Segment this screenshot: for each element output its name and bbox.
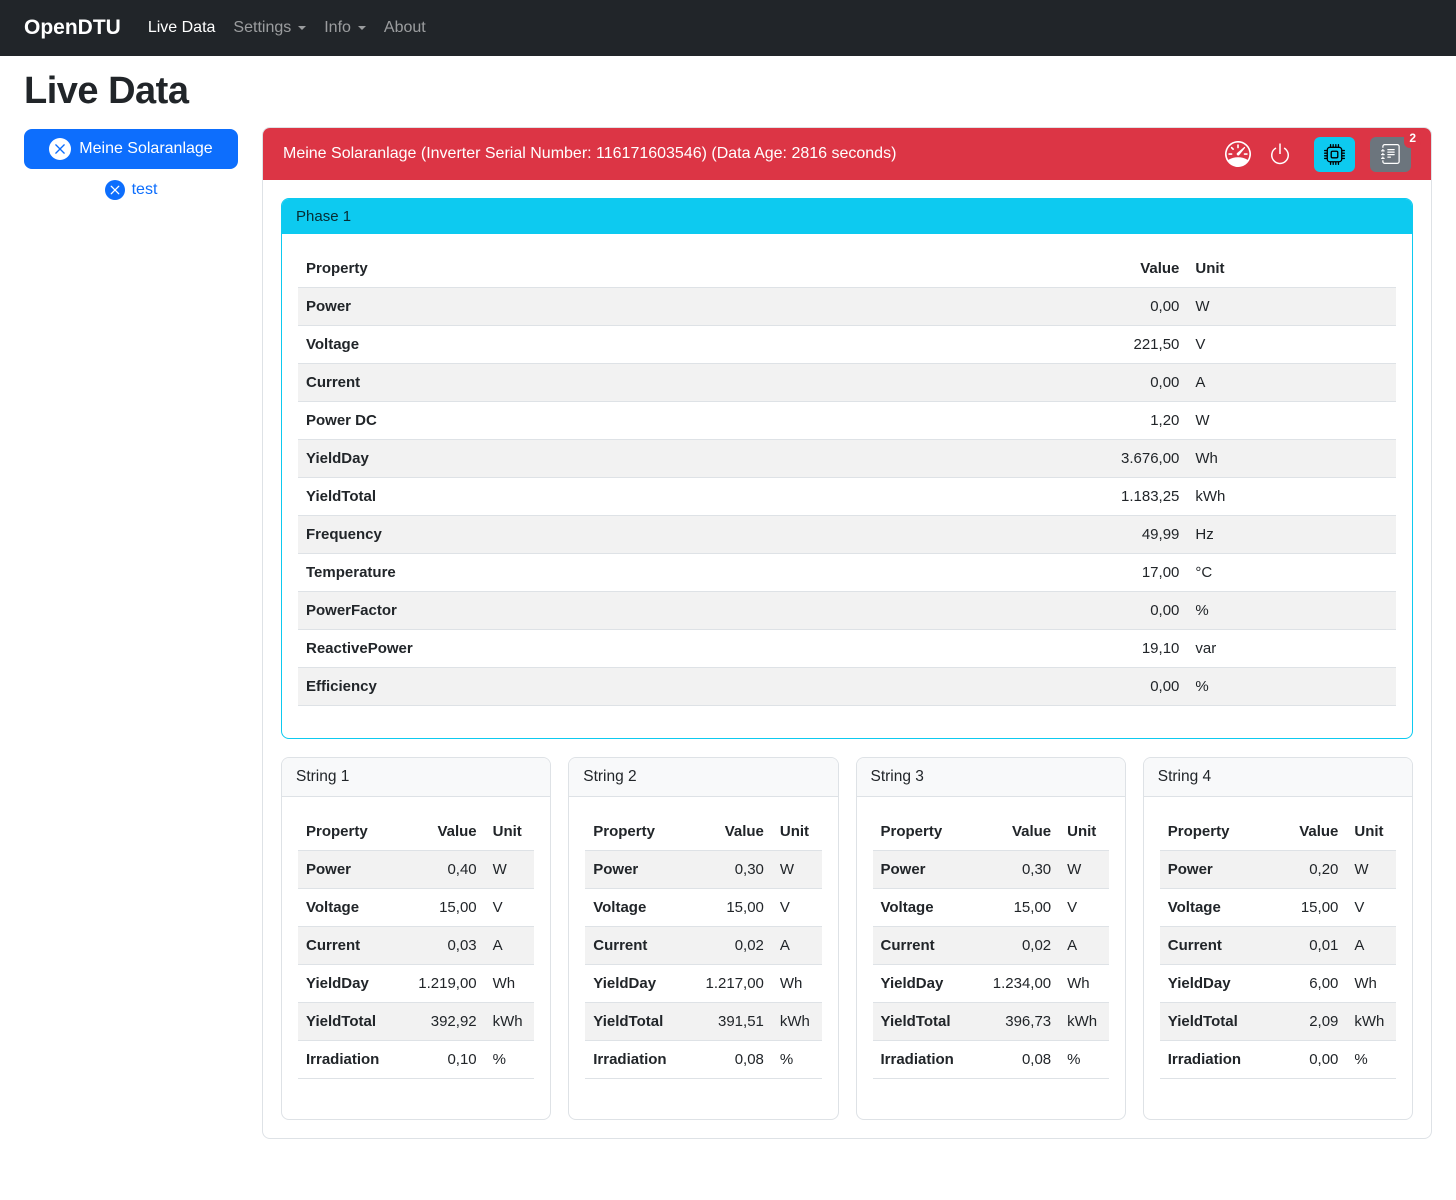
nav-item-about[interactable] <box>375 11 435 45</box>
string-table <box>1160 813 1396 1079</box>
value-cell: 396,73 <box>974 1003 1059 1041</box>
table-row <box>298 668 1396 706</box>
event-log-button[interactable] <box>1370 130 1416 172</box>
cpu-icon <box>1324 144 1345 165</box>
inverter-sidebar <box>24 127 238 200</box>
value-cell: 391,51 <box>687 1003 772 1041</box>
string-card-3 <box>856 757 1126 1120</box>
property-cell: Voltage <box>1160 889 1262 927</box>
property-cell: Voltage <box>298 326 1023 364</box>
property-cell: YieldTotal <box>298 478 1023 516</box>
value-cell: 1.219,00 <box>400 965 485 1003</box>
value-cell: 0,10 <box>400 1041 485 1079</box>
string-card-header: String 2 <box>569 758 837 797</box>
page-content <box>0 56 1456 1139</box>
unit-cell: Wh <box>1346 965 1396 1003</box>
value-cell: 392,92 <box>400 1003 485 1041</box>
nav-item-label: Info <box>324 19 351 36</box>
strings-row <box>281 757 1413 1120</box>
inverter-header-text: Meine Solaranlage (Inverter Serial Number: 116171603546) (Data Age: 2816 seconds) <box>283 145 897 162</box>
unit-cell: A <box>1187 364 1396 402</box>
nav-item-label: About <box>383 19 426 36</box>
property-cell: Power <box>298 288 1023 326</box>
unit-cell: W <box>772 851 822 889</box>
value-cell: 1.217,00 <box>687 965 772 1003</box>
unit-cell: kWh <box>772 1003 822 1041</box>
string-table <box>873 813 1109 1079</box>
table-row <box>298 402 1396 440</box>
table-row <box>298 592 1396 630</box>
column-header-unit: Unit <box>1059 813 1109 851</box>
unit-cell: A <box>485 927 535 965</box>
property-cell: Current <box>298 364 1023 402</box>
property-cell: YieldTotal <box>873 1003 975 1041</box>
unit-cell: kWh <box>485 1003 535 1041</box>
value-cell: 0,30 <box>687 851 772 889</box>
property-cell: Current <box>1160 927 1262 965</box>
unit-cell: Wh <box>1187 440 1396 478</box>
unit-cell: A <box>1059 927 1109 965</box>
value-cell: 0,03 <box>400 927 485 965</box>
event-count-badge: 2 <box>1404 128 1421 148</box>
value-cell: 0,30 <box>974 851 1059 889</box>
unit-cell: % <box>1187 592 1396 630</box>
value-cell: 0,00 <box>1023 592 1188 630</box>
table-row <box>1160 1003 1396 1041</box>
page-title: Live Data <box>24 70 189 112</box>
unit-cell: V <box>1187 326 1396 364</box>
table-row <box>298 965 534 1003</box>
table-row <box>585 889 821 927</box>
unit-cell: V <box>772 889 822 927</box>
chevron-down-icon <box>358 26 366 30</box>
sidebar-item-test-label: test <box>131 181 158 198</box>
journal-text-icon <box>1381 144 1401 164</box>
property-cell: Power <box>873 851 975 889</box>
unit-cell: kWh <box>1187 478 1396 516</box>
table-row <box>585 1041 821 1079</box>
property-cell: Current <box>298 927 400 965</box>
string-card-header: String 3 <box>857 758 1125 797</box>
property-cell: Voltage <box>585 889 687 927</box>
value-cell: 0,00 <box>1023 668 1188 706</box>
column-header-unit: Unit <box>485 813 535 851</box>
power-limit-button[interactable] <box>1266 140 1294 168</box>
table-row <box>298 1041 534 1079</box>
column-header-value: Value <box>1261 813 1346 851</box>
table-row <box>585 927 821 965</box>
column-header-unit: Unit <box>1187 250 1396 288</box>
column-header-unit: Unit <box>772 813 822 851</box>
property-cell: Efficiency <box>298 668 1023 706</box>
table-row <box>298 554 1396 592</box>
value-cell: 49,99 <box>1023 516 1188 554</box>
property-cell: PowerFactor <box>298 592 1023 630</box>
table-row <box>298 630 1396 668</box>
value-cell: 15,00 <box>974 889 1059 927</box>
property-cell: Temperature <box>298 554 1023 592</box>
unit-cell: V <box>1059 889 1109 927</box>
table-row <box>298 364 1396 402</box>
property-cell: YieldTotal <box>298 1003 400 1041</box>
string-table <box>585 813 821 1079</box>
string-card-body <box>569 797 837 1119</box>
unit-cell: % <box>772 1041 822 1079</box>
unit-cell: Hz <box>1187 516 1396 554</box>
string-header-row <box>585 813 821 851</box>
table-row <box>298 1003 534 1041</box>
unit-cell: Wh <box>485 965 535 1003</box>
sidebar-item-test[interactable] <box>24 180 238 200</box>
live-view-button[interactable] <box>1223 139 1253 169</box>
unit-cell: V <box>485 889 535 927</box>
value-cell: 19,10 <box>1023 630 1188 668</box>
unit-cell: kWh <box>1059 1003 1109 1041</box>
table-row <box>873 927 1109 965</box>
table-row <box>298 478 1396 516</box>
string-card-body <box>282 797 550 1119</box>
string-card-header: String 1 <box>282 758 550 797</box>
unit-cell: % <box>1187 668 1396 706</box>
string-card-body <box>1144 797 1412 1119</box>
column-header-value: Value <box>974 813 1059 851</box>
property-cell: YieldDay <box>585 965 687 1003</box>
column-header-property: Property <box>298 813 400 851</box>
string-table <box>298 813 534 1079</box>
property-cell: Irradiation <box>298 1041 400 1079</box>
table-row <box>873 965 1109 1003</box>
nav-item-info[interactable] <box>315 11 375 45</box>
value-cell: 2,09 <box>1261 1003 1346 1041</box>
string-card-1 <box>281 757 551 1120</box>
table-row <box>1160 927 1396 965</box>
inverter-select-label: Meine Solaranlage <box>79 140 213 157</box>
column-header-unit: Unit <box>1346 813 1396 851</box>
value-cell: 221,50 <box>1023 326 1188 364</box>
value-cell: 0,20 <box>1261 851 1346 889</box>
inverter-card <box>262 127 1432 1139</box>
navbar <box>0 0 1456 56</box>
unit-cell: W <box>1059 851 1109 889</box>
column-header-property: Property <box>585 813 687 851</box>
table-row <box>298 288 1396 326</box>
x-circle-icon <box>105 180 125 200</box>
table-row <box>873 1003 1109 1041</box>
property-cell: Frequency <box>298 516 1023 554</box>
unit-cell: W <box>1346 851 1396 889</box>
value-cell: 0,02 <box>974 927 1059 965</box>
property-cell: Power DC <box>298 402 1023 440</box>
unit-cell: W <box>485 851 535 889</box>
inverter-toolbar <box>1223 130 1416 172</box>
table-row <box>873 1041 1109 1079</box>
table-row <box>873 851 1109 889</box>
string-card-header: String 4 <box>1144 758 1412 797</box>
unit-cell: var <box>1187 630 1396 668</box>
property-cell: Current <box>873 927 975 965</box>
main-column <box>262 127 1432 1139</box>
property-cell: YieldTotal <box>1160 1003 1262 1041</box>
table-row <box>1160 1041 1396 1079</box>
unit-cell: % <box>1346 1041 1396 1079</box>
value-cell: 0,00 <box>1023 288 1188 326</box>
nav-item-settings[interactable] <box>224 11 315 45</box>
value-cell: 17,00 <box>1023 554 1188 592</box>
unit-cell: A <box>1346 927 1396 965</box>
table-row <box>873 889 1109 927</box>
column-header-value: Value <box>687 813 772 851</box>
property-cell: YieldDay <box>1160 965 1262 1003</box>
property-cell: Power <box>1160 851 1262 889</box>
table-row <box>298 516 1396 554</box>
device-info-button[interactable] <box>1314 137 1355 172</box>
unit-cell: % <box>1059 1041 1109 1079</box>
phase-card <box>281 198 1413 739</box>
value-cell: 15,00 <box>1261 889 1346 927</box>
phase-card-body <box>282 234 1412 738</box>
value-cell: 0,08 <box>687 1041 772 1079</box>
unit-cell: °C <box>1187 554 1396 592</box>
property-cell: ReactivePower <box>298 630 1023 668</box>
table-row <box>298 889 534 927</box>
property-cell: Current <box>585 927 687 965</box>
chevron-down-icon <box>298 26 306 30</box>
column-header-property: Property <box>873 813 975 851</box>
string-header-row <box>1160 813 1396 851</box>
value-cell: 1.234,00 <box>974 965 1059 1003</box>
table-row <box>585 965 821 1003</box>
value-cell: 1,20 <box>1023 402 1188 440</box>
phase-card-header: Phase 1 <box>282 199 1412 234</box>
inverter-select-button[interactable] <box>24 129 238 169</box>
value-cell: 0,40 <box>400 851 485 889</box>
table-row <box>1160 889 1396 927</box>
phase-header-row <box>298 250 1396 288</box>
value-cell: 15,00 <box>687 889 772 927</box>
unit-cell: Wh <box>772 965 822 1003</box>
value-cell: 0,00 <box>1023 364 1188 402</box>
property-cell: Power <box>298 851 400 889</box>
string-card-2 <box>568 757 838 1120</box>
property-cell: YieldTotal <box>585 1003 687 1041</box>
unit-cell: kWh <box>1346 1003 1396 1041</box>
property-cell: YieldDay <box>298 440 1023 478</box>
property-cell: Irradiation <box>1160 1041 1262 1079</box>
value-cell: 15,00 <box>400 889 485 927</box>
table-row <box>585 851 821 889</box>
unit-cell: W <box>1187 288 1396 326</box>
property-cell: Voltage <box>298 889 400 927</box>
property-cell: YieldDay <box>873 965 975 1003</box>
table-row <box>1160 851 1396 889</box>
string-card-4 <box>1143 757 1413 1120</box>
value-cell: 0,00 <box>1261 1041 1346 1079</box>
power-icon <box>1268 142 1292 166</box>
property-cell: Power <box>585 851 687 889</box>
column-header-property: Property <box>298 250 1023 288</box>
unit-cell: A <box>772 927 822 965</box>
string-card-body <box>857 797 1125 1119</box>
unit-cell: Wh <box>1059 965 1109 1003</box>
property-cell: Irradiation <box>873 1041 975 1079</box>
column-header-value: Value <box>1023 250 1188 288</box>
unit-cell: % <box>485 1041 535 1079</box>
inverter-card-header <box>263 128 1431 180</box>
table-row <box>585 1003 821 1041</box>
table-row <box>1160 965 1396 1003</box>
column-header-value: Value <box>400 813 485 851</box>
value-cell: 0,02 <box>687 927 772 965</box>
property-cell: Irradiation <box>585 1041 687 1079</box>
table-row <box>298 927 534 965</box>
phase-table <box>298 250 1396 706</box>
property-cell: Voltage <box>873 889 975 927</box>
table-row <box>298 851 534 889</box>
property-cell: YieldDay <box>298 965 400 1003</box>
table-row <box>298 326 1396 364</box>
nav-item-live-data[interactable] <box>139 11 225 45</box>
nav-item-label: Live Data <box>147 19 216 36</box>
inverter-card-body <box>263 180 1431 1138</box>
string-header-row <box>873 813 1109 851</box>
unit-cell: V <box>1346 889 1396 927</box>
unit-cell: W <box>1187 402 1396 440</box>
value-cell: 0,08 <box>974 1041 1059 1079</box>
value-cell: 6,00 <box>1261 965 1346 1003</box>
speedometer-icon <box>1225 141 1251 167</box>
navbar-brand[interactable]: OpenDTU <box>24 16 121 39</box>
value-cell: 0,01 <box>1261 927 1346 965</box>
x-circle-icon <box>49 138 71 160</box>
value-cell: 1.183,25 <box>1023 478 1188 516</box>
string-header-row <box>298 813 534 851</box>
value-cell: 3.676,00 <box>1023 440 1188 478</box>
navbar-links <box>139 11 435 45</box>
nav-item-label: Settings <box>233 19 292 36</box>
column-header-property: Property <box>1160 813 1262 851</box>
table-row <box>298 440 1396 478</box>
